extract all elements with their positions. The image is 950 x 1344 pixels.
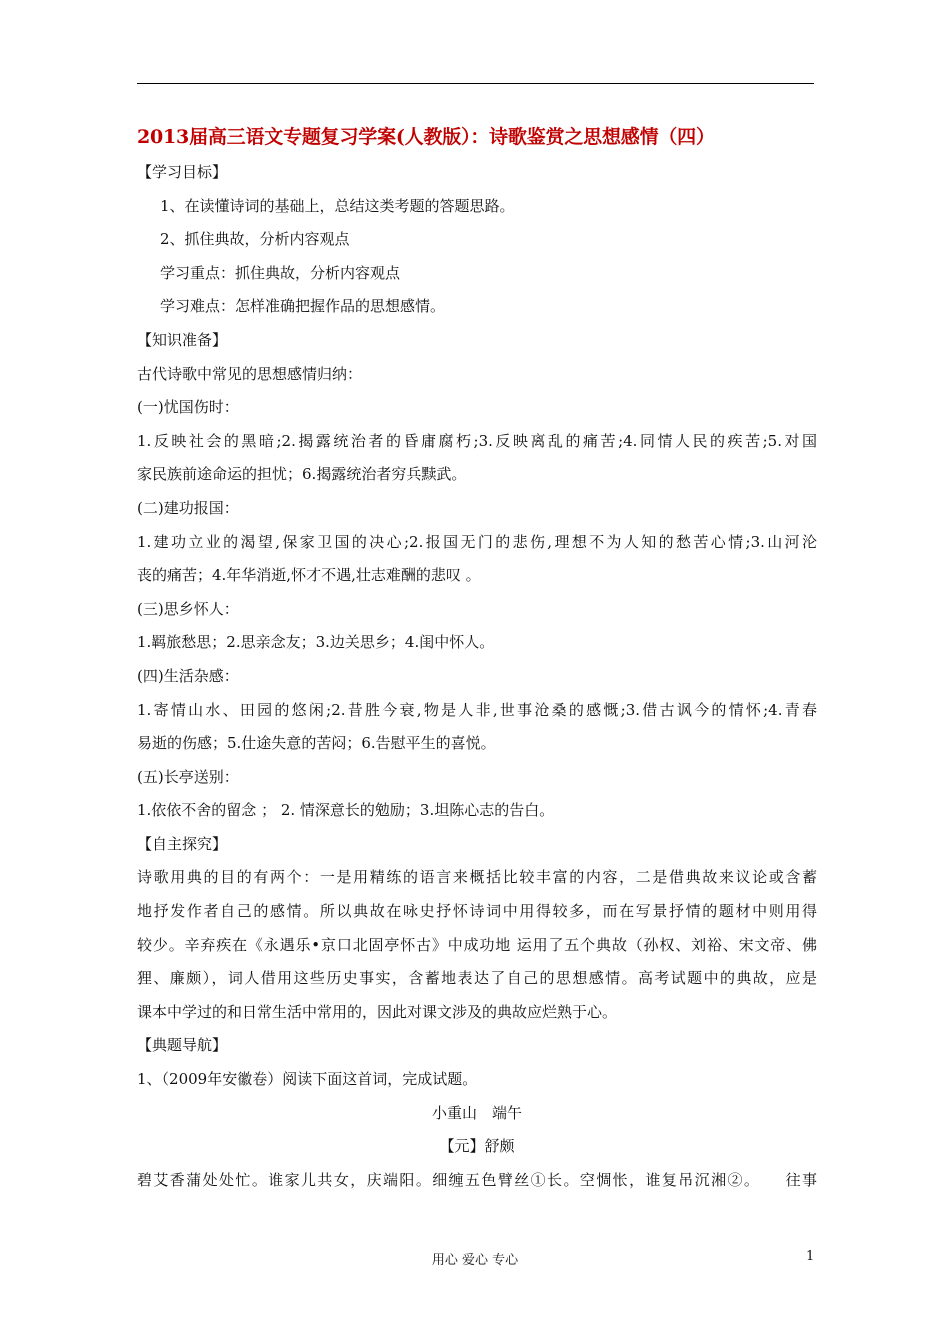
text-line: 1、（2009年安徽卷）阅读下面这首词，完成试题。 [137,1070,478,1089]
text-line: 诗歌用典的目的有两个：一是用精练的语言来概括比较丰富的内容，二是借典故来议论或含蓄 [137,868,817,887]
text-line: 碧艾香蒲处处忙。谁家儿共女，庆端阳。细缠五色臂丝①长。空惆怅，谁复吊沉湘②。 往事 [137,1170,817,1189]
text-line: (二)建功报国： [137,498,239,517]
header-rule [137,83,814,84]
text-line: 1、在读懂诗词的基础上，总结这类考题的答题思路。 [160,196,515,215]
text-line: 1.反映社会的黑暗;2.揭露统治者的昏庸腐朽;3.反映离乱的痛苦;4.同情人民的疾苦;5.对国 [137,431,817,450]
text-line: 较少。辛弃疾在《永遇乐•京口北固亭怀古》中成功地 运用了五个典故（孙权、刘裕、宋文帝、佛 [137,935,817,954]
text-line: 【知识准备】 [137,330,228,349]
text-line: 【元】舒颇 [439,1137,515,1156]
text-line: 学习重点：抓住典故，分析内容观点 [160,263,401,282]
text-line: 1.建功立业的渴望,保家卫国的决心;2.报国无门的悲伤,理想不为人知的愁苦心情;3.山河沦 [137,532,817,551]
document-title: 2013届高三语文专题复习学案(人教版）：诗歌鉴赏之思想感情（四） [137,126,715,148]
footer-text: 用心 爱心 专心 [431,1253,519,1268]
text-line: 【自主探究】 [137,834,228,853]
text-line: 狸、廉颇），词人借用这些历史事实，含蓄地表达了自己的思想感情。高考试题中的典故，应是 [137,969,817,988]
text-line: 学习难点：怎样准确把握作品的思想感情。 [160,297,446,316]
text-line: 课本中学过的和日常生活中常用的，因此对课文涉及的典故应烂熟于心。 [137,1002,618,1021]
text-line: 【典题导航】 [137,1036,228,1055]
text-line: 古代诗歌中常见的思想感情归纳： [137,364,363,383]
text-line: 【学习目标】 [137,163,228,181]
text-line: 地抒发作者自己的感情。所以典故在咏史抒怀诗词中用得较多，而在写景抒情的题材中则用得 [137,902,817,921]
document-body [137,118,817,1197]
text-line: (四)生活杂感： [137,666,239,685]
text-line: 2、抓住典故，分析内容观点 [160,230,350,249]
text-line: 丧的痛苦；4.年华消逝,怀才不遇,壮志难酬的悲叹 。 [137,566,481,585]
text-line: 1.依依不舍的留念 ； 2. 情深意长的勉励；3.坦陈心志的告白。 [137,801,555,820]
text-line: (三)思乡怀人： [137,599,239,618]
text-line: 易逝的伤感；5.仕途失意的苦闷；6.告慰平生的喜悦。 [137,734,496,753]
text-line: 1.羁旅愁思；2.思亲念友；3.边关思乡；4.闺中怀人。 [137,633,495,652]
text-line: 1.寄情山水、田园的悠闲;2.昔胜今衰,物是人非,世事沧桑的感慨;3.借古讽今的情怀;4.青春 [137,700,817,719]
document-lines [137,156,817,1197]
text-line: 家民族前途命运的担忧；6.揭露统治者穷兵黩武。 [137,465,467,484]
text-line: (一)忧国伤时： [137,398,239,417]
page-number: 1 [806,1249,815,1264]
text-line: (五)长亭送别： [137,767,239,786]
text-line: 小重山 端午 [431,1103,522,1122]
